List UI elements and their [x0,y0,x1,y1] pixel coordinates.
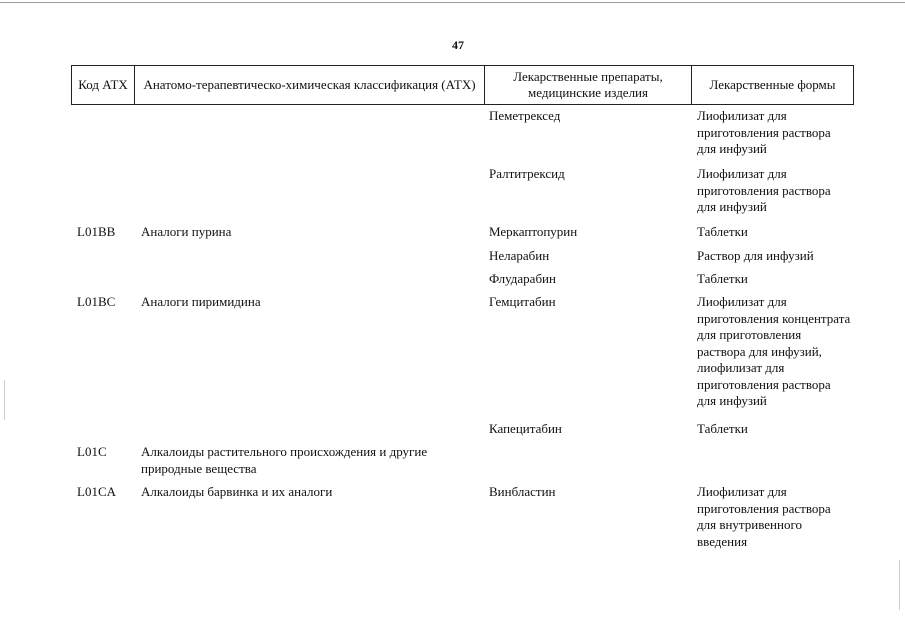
atc-code: L01CA [77,484,116,499]
atc-code: L01C [77,444,107,459]
drug-name: Капецитабин [489,421,562,436]
header-drugs: Лекарственные препараты, медицинские изделия [485,66,692,104]
atc-class: Аналоги пурина [141,224,232,239]
table-header [71,65,854,105]
dosage-form: Таблетки [697,421,748,436]
dosage-form: Таблетки [697,224,748,239]
header-code: Код АТХ [72,66,135,104]
drug-name: Флударабин [489,271,556,286]
drug-name: Неларабин [489,248,550,263]
dosage-form: Лиофилизат для приготовления раствора для инфузий [697,108,831,156]
dosage-form: Лиофилизат для приготовления концентрата для приготовления раствора для инфузий, лиофилизат для приготовления раствора для инфузий [697,294,851,408]
atc-code: L01BC [77,294,116,309]
atc-class: Аналоги пиримидина [141,294,261,309]
drug-name: Меркаптопурин [489,224,578,239]
atc-code: L01BB [77,224,116,239]
atc-class: Алкалоиды растительного происхождения и другие природные вещества [141,444,428,476]
scan-artifact [4,380,5,420]
drug-name: Пеметрексед [489,108,561,123]
dosage-form: Лиофилизат для приготовления раствора для внутривенного введения [697,484,831,549]
drug-name: Ралтитрексид [489,166,565,181]
header-classification: Анатомо-терапевтическо-химическая классификация (АТХ) [135,66,485,104]
dosage-form: Таблетки [697,271,748,286]
dosage-form: Лиофилизат для приготовления раствора для инфузий [697,166,831,214]
dosage-form: Раствор для инфузий [697,248,814,263]
top-rule [0,2,905,3]
page-number: 47 [452,38,464,52]
header-forms: Лекарственные формы [709,77,836,92]
drug-name: Винбластин [489,484,556,499]
scan-artifact [899,560,900,610]
atc-class: Алкалоиды барвинка и их аналоги [141,484,333,499]
drug-name: Гемцитабин [489,294,556,309]
